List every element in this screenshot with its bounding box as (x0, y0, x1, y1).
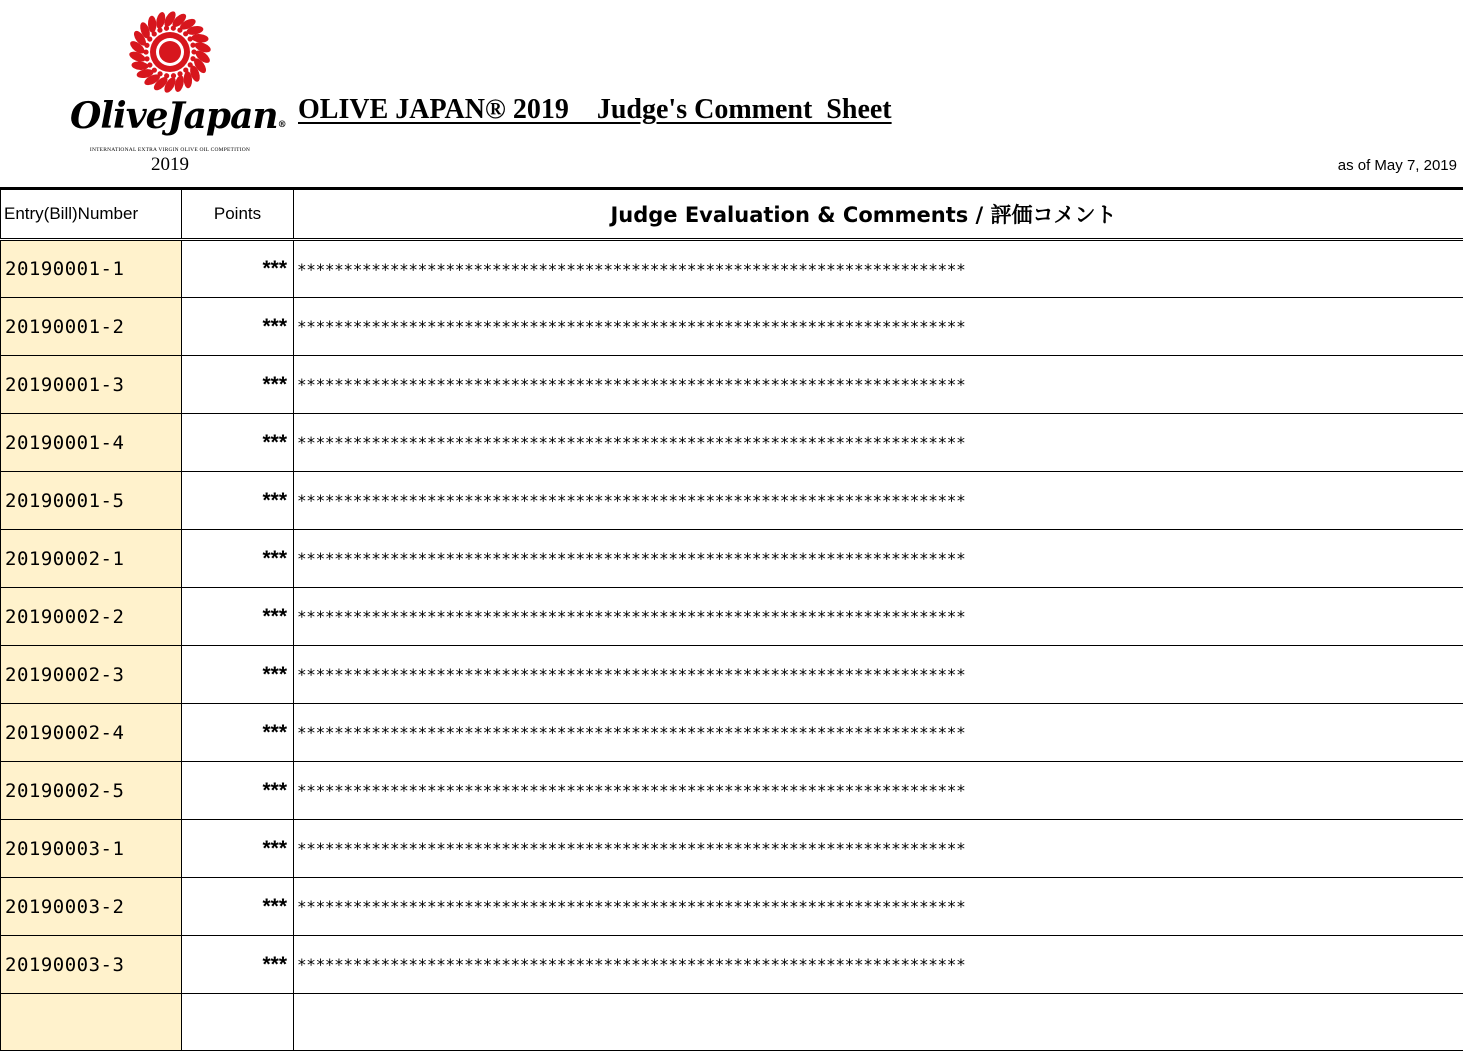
comment-cell: ************************************************************************ (294, 878, 1463, 936)
olive-wreath-emblem-icon (126, 8, 214, 96)
comment-cell: ************************************************************************ (294, 704, 1463, 762)
entry-cell: 20190002-3 (1, 646, 182, 704)
entry-cell: 20190001-1 (1, 240, 182, 298)
points-cell: *** (182, 472, 294, 530)
table-row (1, 878, 1463, 936)
entry-cell: 20190003-2 (1, 878, 182, 936)
table-row (1, 820, 1463, 878)
points-cell: *** (182, 414, 294, 472)
entry-cell: 20190001-5 (1, 472, 182, 530)
points-cell: *** (182, 820, 294, 878)
comment-cell (294, 994, 1463, 1051)
comment-cell: ************************************************************************ (294, 240, 1463, 298)
entry-cell: 20190001-2 (1, 298, 182, 356)
comment-cell: ************************************************************************ (294, 356, 1463, 414)
entry-cell: 20190001-3 (1, 356, 182, 414)
comment-cell: ************************************************************************ (294, 298, 1463, 356)
table-row (1, 994, 1463, 1051)
comment-cell: ************************************************************************ (294, 936, 1463, 994)
comment-cell: ************************************************************************ (294, 646, 1463, 704)
entry-cell (1, 994, 182, 1051)
olive-japan-logo (70, 8, 286, 178)
points-cell (182, 994, 294, 1051)
entry-cell: 20190002-2 (1, 588, 182, 646)
points-cell: *** (182, 588, 294, 646)
table-row (1, 414, 1463, 472)
table-row (1, 298, 1463, 356)
entry-cell: 20190002-4 (1, 704, 182, 762)
table-row (1, 240, 1463, 298)
points-cell: *** (182, 356, 294, 414)
table-row (1, 588, 1463, 646)
comment-cell: ************************************************************************ (294, 472, 1463, 530)
points-cell: *** (182, 240, 294, 298)
logo-year: 2019 (151, 154, 189, 175)
sheet-title: OLIVE JAPAN® 2019 Judge's Comment Sheet (298, 94, 892, 125)
points-cell: *** (182, 704, 294, 762)
points-cell: *** (182, 530, 294, 588)
entry-cell: 20190002-5 (1, 762, 182, 820)
comment-cell: ************************************************************************ (294, 530, 1463, 588)
table-row (1, 530, 1463, 588)
as-of-date: as of May 7, 2019 (1337, 157, 1457, 174)
table-row (1, 646, 1463, 704)
table-row (1, 704, 1463, 762)
header-points: Points (182, 189, 294, 240)
points-cell: *** (182, 878, 294, 936)
table-row (1, 356, 1463, 414)
table-row (1, 936, 1463, 994)
entry-cell: 20190003-1 (1, 820, 182, 878)
header-entry-number: Entry(Bill)Number (1, 189, 182, 240)
points-cell: *** (182, 762, 294, 820)
table-row (1, 472, 1463, 530)
logo-tagline: INTERNATIONAL EXTRA VIRGIN OLIVE OIL COMPETITION (89, 147, 251, 153)
table-row (1, 762, 1463, 820)
comment-cell: ************************************************************************ (294, 588, 1463, 646)
comment-cell: ************************************************************************ (294, 414, 1463, 472)
points-cell: *** (182, 298, 294, 356)
points-cell: *** (182, 936, 294, 994)
table-header-row (1, 189, 1463, 240)
entry-cell: 20190002-1 (1, 530, 182, 588)
entry-cell: 20190001-4 (1, 414, 182, 472)
header-comments: Judge Evaluation & Comments / 評価コメント (294, 189, 1463, 240)
comment-sheet-table (0, 187, 1463, 1051)
entry-cell: 20190003-3 (1, 936, 182, 994)
comment-cell: ************************************************************************ (294, 820, 1463, 878)
logo-wordmark: OliveJapan® (70, 95, 286, 137)
comment-cell: ************************************************************************ (294, 762, 1463, 820)
points-cell: *** (182, 646, 294, 704)
